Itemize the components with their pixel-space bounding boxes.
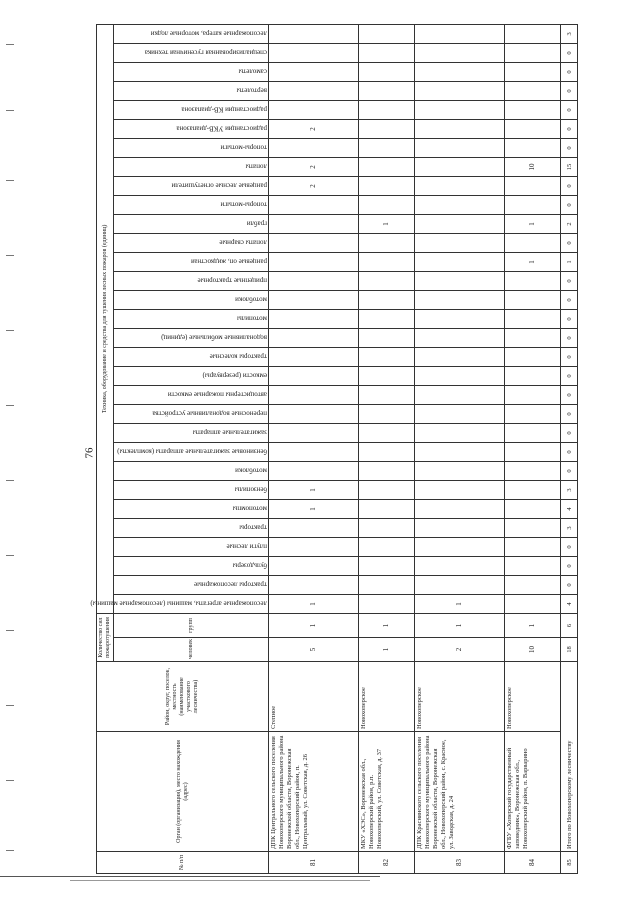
row-equipment-value bbox=[414, 291, 504, 310]
row-equipment-value bbox=[358, 310, 414, 329]
row-equipment-value bbox=[414, 44, 504, 63]
header-equipment-item: лопаты сварные bbox=[114, 234, 269, 253]
row-equipment-value bbox=[358, 82, 414, 101]
row-equipment-value bbox=[358, 63, 414, 82]
footer-line bbox=[0, 876, 380, 877]
total-row bbox=[561, 24, 578, 873]
table-row bbox=[414, 24, 504, 873]
header-equipment-item: топоры-мотыги bbox=[114, 139, 269, 158]
row-groups: 1 bbox=[414, 614, 504, 638]
row-equipment-value bbox=[358, 557, 414, 576]
header-equipment-item: зажигательные аппараты bbox=[114, 424, 269, 443]
total-equipment-value: 2 bbox=[561, 215, 578, 234]
row-equipment-value bbox=[414, 424, 504, 443]
row-equipment-value bbox=[358, 291, 414, 310]
row-equipment-value bbox=[414, 272, 504, 291]
header-equipment-item: бензиновые зажигательные аппараты (комплекты) bbox=[114, 443, 269, 462]
row-equipment-value bbox=[269, 348, 359, 367]
header-equipment-item: вертолеты bbox=[114, 82, 269, 101]
row-people: 1 bbox=[358, 638, 414, 662]
row-equipment-value bbox=[504, 538, 560, 557]
row-equipment-value bbox=[358, 367, 414, 386]
margin-mark bbox=[6, 780, 14, 781]
fire-equipment-table bbox=[90, 24, 578, 874]
row-equipment-value bbox=[504, 329, 560, 348]
row-equipment-value bbox=[504, 120, 560, 139]
row-district: Новохоперское bbox=[414, 662, 504, 732]
row-equipment-value bbox=[414, 215, 504, 234]
row-equipment-value bbox=[414, 24, 504, 43]
row-equipment-value bbox=[504, 595, 560, 614]
row-equipment-value bbox=[358, 595, 414, 614]
row-equipment-value bbox=[414, 234, 504, 253]
row-equipment-value bbox=[269, 557, 359, 576]
row-index: 83 bbox=[414, 852, 504, 874]
row-equipment-value bbox=[358, 519, 414, 538]
row-equipment-value bbox=[504, 272, 560, 291]
row-equipment-value bbox=[504, 82, 560, 101]
header-index: № п/п bbox=[97, 852, 269, 874]
header-equipment-item: емкости (резервуары) bbox=[114, 367, 269, 386]
row-equipment-value bbox=[414, 329, 504, 348]
header-equipment-item: тракторы колесные bbox=[114, 348, 269, 367]
row-equipment-value: 10 bbox=[504, 158, 560, 177]
row-equipment-value bbox=[504, 348, 560, 367]
header-equipment-item: водоналивные мобильные (единиц) bbox=[114, 329, 269, 348]
row-organization: МКУ «ХЭС», Воронежская обл., Новохоперский район, р.п. Новохоперский, ул. Советская, д. 37 bbox=[358, 732, 414, 852]
row-equipment-value bbox=[414, 101, 504, 120]
header-equipment-item: прицепные тракторные bbox=[114, 272, 269, 291]
row-equipment-value bbox=[504, 367, 560, 386]
header-equipment-item: радиостанции КВ-диапазона bbox=[114, 101, 269, 120]
total-equipment-value: 3 bbox=[561, 24, 578, 43]
row-equipment-value bbox=[269, 367, 359, 386]
margin-mark bbox=[6, 480, 14, 481]
total-equipment-value: 0 bbox=[561, 272, 578, 291]
row-equipment-value: 1 bbox=[414, 595, 504, 614]
header-equipment-item: радиостанции УКВ-диапазона bbox=[114, 120, 269, 139]
row-people: 2 bbox=[414, 638, 504, 662]
row-equipment-value bbox=[358, 253, 414, 272]
total-equipment-value: 0 bbox=[561, 329, 578, 348]
row-equipment-value bbox=[269, 519, 359, 538]
header-equipment-item: грабли bbox=[114, 215, 269, 234]
row-equipment-value bbox=[358, 405, 414, 424]
header-equipment-item: плуги лесные bbox=[114, 538, 269, 557]
row-equipment-value bbox=[358, 234, 414, 253]
margin-mark bbox=[6, 405, 14, 406]
row-equipment-value bbox=[269, 462, 359, 481]
row-equipment-value bbox=[414, 139, 504, 158]
row-index: 81 bbox=[269, 852, 359, 874]
header-equipment-item: топоры-мотыги bbox=[114, 196, 269, 215]
row-equipment-value bbox=[414, 500, 504, 519]
row-equipment-value bbox=[414, 63, 504, 82]
header-groups: групп bbox=[114, 614, 269, 638]
total-equipment-value: 0 bbox=[561, 63, 578, 82]
row-equipment-value bbox=[414, 82, 504, 101]
total-equipment-value: 0 bbox=[561, 291, 578, 310]
total-equipment-value: 0 bbox=[561, 196, 578, 215]
row-equipment-value bbox=[358, 120, 414, 139]
margin-mark bbox=[6, 705, 14, 706]
row-equipment-value bbox=[358, 272, 414, 291]
row-organization: ДПК Краснянского сельского поселения Новохоперского муниципального района Воронежской области, Воронежская обл., Новохоперский район, с. Красное, ул. Заводская, д. 24 bbox=[414, 732, 504, 852]
total-equipment-value: 0 bbox=[561, 443, 578, 462]
row-equipment-value bbox=[504, 310, 560, 329]
row-equipment-value bbox=[358, 386, 414, 405]
row-equipment-value bbox=[504, 63, 560, 82]
total-equipment-value: 0 bbox=[561, 576, 578, 595]
table-container bbox=[90, 29, 578, 874]
row-equipment-value: 2 bbox=[269, 120, 359, 139]
margin-mark bbox=[6, 44, 14, 45]
row-equipment-value bbox=[358, 24, 414, 43]
total-equipment-value: 0 bbox=[561, 557, 578, 576]
row-equipment-value bbox=[414, 196, 504, 215]
row-equipment-value bbox=[414, 481, 504, 500]
row-equipment-value bbox=[269, 272, 359, 291]
row-people: 5 bbox=[269, 638, 359, 662]
row-groups: 1 bbox=[269, 614, 359, 638]
row-equipment-value bbox=[414, 557, 504, 576]
header-equipment-item: лесопожарные агрегаты, машины (лесопожарные машины) bbox=[114, 595, 269, 614]
header-equipment-item: тракторы bbox=[114, 519, 269, 538]
row-equipment-value bbox=[504, 386, 560, 405]
total-equipment-value: 0 bbox=[561, 424, 578, 443]
row-equipment-value: 1 bbox=[504, 215, 560, 234]
header-equipment-group: Техника, оборудование и средства для тушения лесных пожаров (единиц) bbox=[97, 24, 114, 613]
total-equipment-value: 0 bbox=[561, 101, 578, 120]
row-equipment-value bbox=[269, 386, 359, 405]
row-equipment-value bbox=[414, 310, 504, 329]
total-equipment-value: 3 bbox=[561, 481, 578, 500]
row-equipment-value bbox=[414, 367, 504, 386]
row-equipment-value bbox=[504, 481, 560, 500]
table-row bbox=[504, 24, 560, 873]
row-equipment-value bbox=[414, 158, 504, 177]
row-equipment-value bbox=[504, 139, 560, 158]
row-equipment-value bbox=[504, 557, 560, 576]
row-equipment-value bbox=[504, 500, 560, 519]
row-equipment-value bbox=[269, 44, 359, 63]
row-equipment-value: 1 bbox=[269, 595, 359, 614]
total-equipment-value: 0 bbox=[561, 538, 578, 557]
row-equipment-value bbox=[269, 253, 359, 272]
row-groups: 1 bbox=[504, 614, 560, 638]
row-organization: ДПК Центрального сельского поселения Новохоперского муниципального района Воронежской области, Воронежская обл., Новохоперский район, п. Центральный, ул. Советская, д. 26 bbox=[269, 732, 359, 852]
page-number: 76 bbox=[83, 447, 96, 459]
row-equipment-value bbox=[269, 139, 359, 158]
total-equipment-value: 0 bbox=[561, 367, 578, 386]
row-equipment-value bbox=[269, 329, 359, 348]
row-equipment-value bbox=[269, 424, 359, 443]
row-index: 82 bbox=[358, 852, 414, 874]
header-district: Район, округ, поселок, местность (наименование участкового лесничества) bbox=[97, 662, 269, 732]
row-equipment-value bbox=[358, 348, 414, 367]
row-equipment-value: 1 bbox=[504, 253, 560, 272]
header-equipment-item: переносные водоналивные устройства bbox=[114, 405, 269, 424]
row-equipment-value: 2 bbox=[269, 158, 359, 177]
header-equipment-item: лесопожарные катера, моторные лодки bbox=[114, 24, 269, 43]
total-equipment-value: 1 bbox=[561, 253, 578, 272]
row-groups: 1 bbox=[358, 614, 414, 638]
row-equipment-value bbox=[358, 196, 414, 215]
header-equipment-item: мотопилы bbox=[114, 310, 269, 329]
row-equipment-value bbox=[504, 234, 560, 253]
row-equipment-value bbox=[358, 538, 414, 557]
margin-mark bbox=[6, 555, 14, 556]
row-equipment-value bbox=[504, 24, 560, 43]
header-organization: Орган (организация), место нахождения (адрес) bbox=[97, 732, 269, 852]
header-equipment-item: мотоблоки bbox=[114, 462, 269, 481]
row-equipment-value bbox=[414, 120, 504, 139]
row-equipment-value bbox=[414, 348, 504, 367]
table-row bbox=[269, 24, 359, 873]
row-equipment-value bbox=[504, 462, 560, 481]
row-equipment-value: 1 bbox=[358, 215, 414, 234]
total-equipment-value: 0 bbox=[561, 310, 578, 329]
row-equipment-value bbox=[504, 443, 560, 462]
row-equipment-value bbox=[414, 386, 504, 405]
total-groups: 6 bbox=[561, 614, 578, 638]
row-equipment-value bbox=[414, 443, 504, 462]
row-equipment-value bbox=[358, 177, 414, 196]
row-equipment-value bbox=[504, 44, 560, 63]
header-equipment-item: ранцевые оп, жидкостная bbox=[114, 253, 269, 272]
row-equipment-value bbox=[269, 101, 359, 120]
row-equipment-value bbox=[414, 253, 504, 272]
margin-mark bbox=[6, 110, 14, 111]
row-equipment-value bbox=[269, 405, 359, 424]
row-equipment-value bbox=[269, 196, 359, 215]
row-equipment-value bbox=[504, 405, 560, 424]
row-district: Новохоперское bbox=[504, 662, 560, 732]
row-equipment-value: 2 bbox=[269, 177, 359, 196]
row-equipment-value bbox=[504, 291, 560, 310]
total-equipment-value: 0 bbox=[561, 82, 578, 101]
margin-mark bbox=[6, 630, 14, 631]
total-equipment-value: 0 bbox=[561, 348, 578, 367]
total-equipment-value: 3 bbox=[561, 519, 578, 538]
row-equipment-value bbox=[414, 538, 504, 557]
row-equipment-value bbox=[358, 443, 414, 462]
row-equipment-value bbox=[269, 291, 359, 310]
row-equipment-value bbox=[269, 24, 359, 43]
row-equipment-value bbox=[504, 196, 560, 215]
row-equipment-value bbox=[269, 215, 359, 234]
total-equipment-value: 15 bbox=[561, 158, 578, 177]
row-equipment-value bbox=[358, 101, 414, 120]
row-equipment-value bbox=[414, 177, 504, 196]
row-equipment-value bbox=[269, 63, 359, 82]
row-equipment-value bbox=[358, 158, 414, 177]
margin-mark bbox=[6, 850, 14, 851]
header-equipment-item: мотоблоки bbox=[114, 291, 269, 310]
row-equipment-value bbox=[358, 424, 414, 443]
row-equipment-value bbox=[414, 462, 504, 481]
header-equipment-item: мотопомпы bbox=[114, 500, 269, 519]
header-equipment-item: тракторы лесопожарные bbox=[114, 576, 269, 595]
header-equipment-item: бензопилы bbox=[114, 481, 269, 500]
total-equipment-value: 4 bbox=[561, 595, 578, 614]
row-equipment-value bbox=[269, 443, 359, 462]
row-equipment-value bbox=[358, 481, 414, 500]
total-people: 18 bbox=[561, 638, 578, 662]
margin-mark bbox=[6, 255, 14, 256]
total-equipment-value: 0 bbox=[561, 234, 578, 253]
row-equipment-value bbox=[358, 500, 414, 519]
total-equipment-value: 4 bbox=[561, 500, 578, 519]
total-equipment-value: 0 bbox=[561, 139, 578, 158]
total-label: Итого по Новохоперскому лесничеству bbox=[561, 662, 578, 852]
total-equipment-value: 0 bbox=[561, 386, 578, 405]
row-organization: ФГБУ «Хоперский государственный заповедник», Воронежская обл., Новохоперский район, п. Варварино bbox=[504, 732, 560, 852]
footer-line bbox=[70, 880, 370, 881]
row-equipment-value bbox=[504, 519, 560, 538]
row-equipment-value bbox=[358, 44, 414, 63]
row-people: 10 bbox=[504, 638, 560, 662]
row-equipment-value bbox=[269, 310, 359, 329]
row-equipment-value bbox=[269, 82, 359, 101]
row-equipment-value bbox=[358, 329, 414, 348]
total-equipment-value: 0 bbox=[561, 462, 578, 481]
total-index: 85 bbox=[561, 852, 578, 874]
row-equipment-value bbox=[414, 576, 504, 595]
margin-mark bbox=[6, 330, 14, 331]
row-equipment-value bbox=[358, 139, 414, 158]
row-equipment-value bbox=[269, 576, 359, 595]
row-equipment-value bbox=[414, 519, 504, 538]
table-row bbox=[358, 24, 414, 873]
header-equipment-item: ранцевые лесные огнетушители bbox=[114, 177, 269, 196]
total-equipment-value: 0 bbox=[561, 405, 578, 424]
header-equipment-item: специализированная гусеничная техника bbox=[114, 44, 269, 63]
row-equipment-value bbox=[504, 576, 560, 595]
row-equipment-value: 1 bbox=[269, 481, 359, 500]
total-equipment-value: 0 bbox=[561, 177, 578, 196]
header-equipment-item: автоцистерны пожарные емкости bbox=[114, 386, 269, 405]
header-equipment-item: бульдозеры bbox=[114, 557, 269, 576]
row-equipment-value: 1 bbox=[269, 500, 359, 519]
row-district: Новохоперское bbox=[358, 662, 414, 732]
header-equipment-item: самолеты bbox=[114, 63, 269, 82]
row-index: 84 bbox=[504, 852, 560, 874]
row-equipment-value bbox=[358, 576, 414, 595]
row-equipment-value bbox=[358, 462, 414, 481]
total-equipment-value: 0 bbox=[561, 120, 578, 139]
row-equipment-value bbox=[504, 424, 560, 443]
header-people: человек bbox=[114, 638, 269, 662]
row-equipment-value bbox=[504, 101, 560, 120]
row-district: Степное bbox=[269, 662, 359, 732]
row-equipment-value bbox=[414, 405, 504, 424]
row-equipment-value bbox=[269, 234, 359, 253]
total-equipment-value: 0 bbox=[561, 44, 578, 63]
header-forces: Количество сил пожаротушения bbox=[97, 614, 114, 662]
row-equipment-value bbox=[504, 177, 560, 196]
header-equipment-item: лопаты bbox=[114, 158, 269, 177]
row-equipment-value bbox=[269, 538, 359, 557]
margin-mark bbox=[6, 180, 14, 181]
